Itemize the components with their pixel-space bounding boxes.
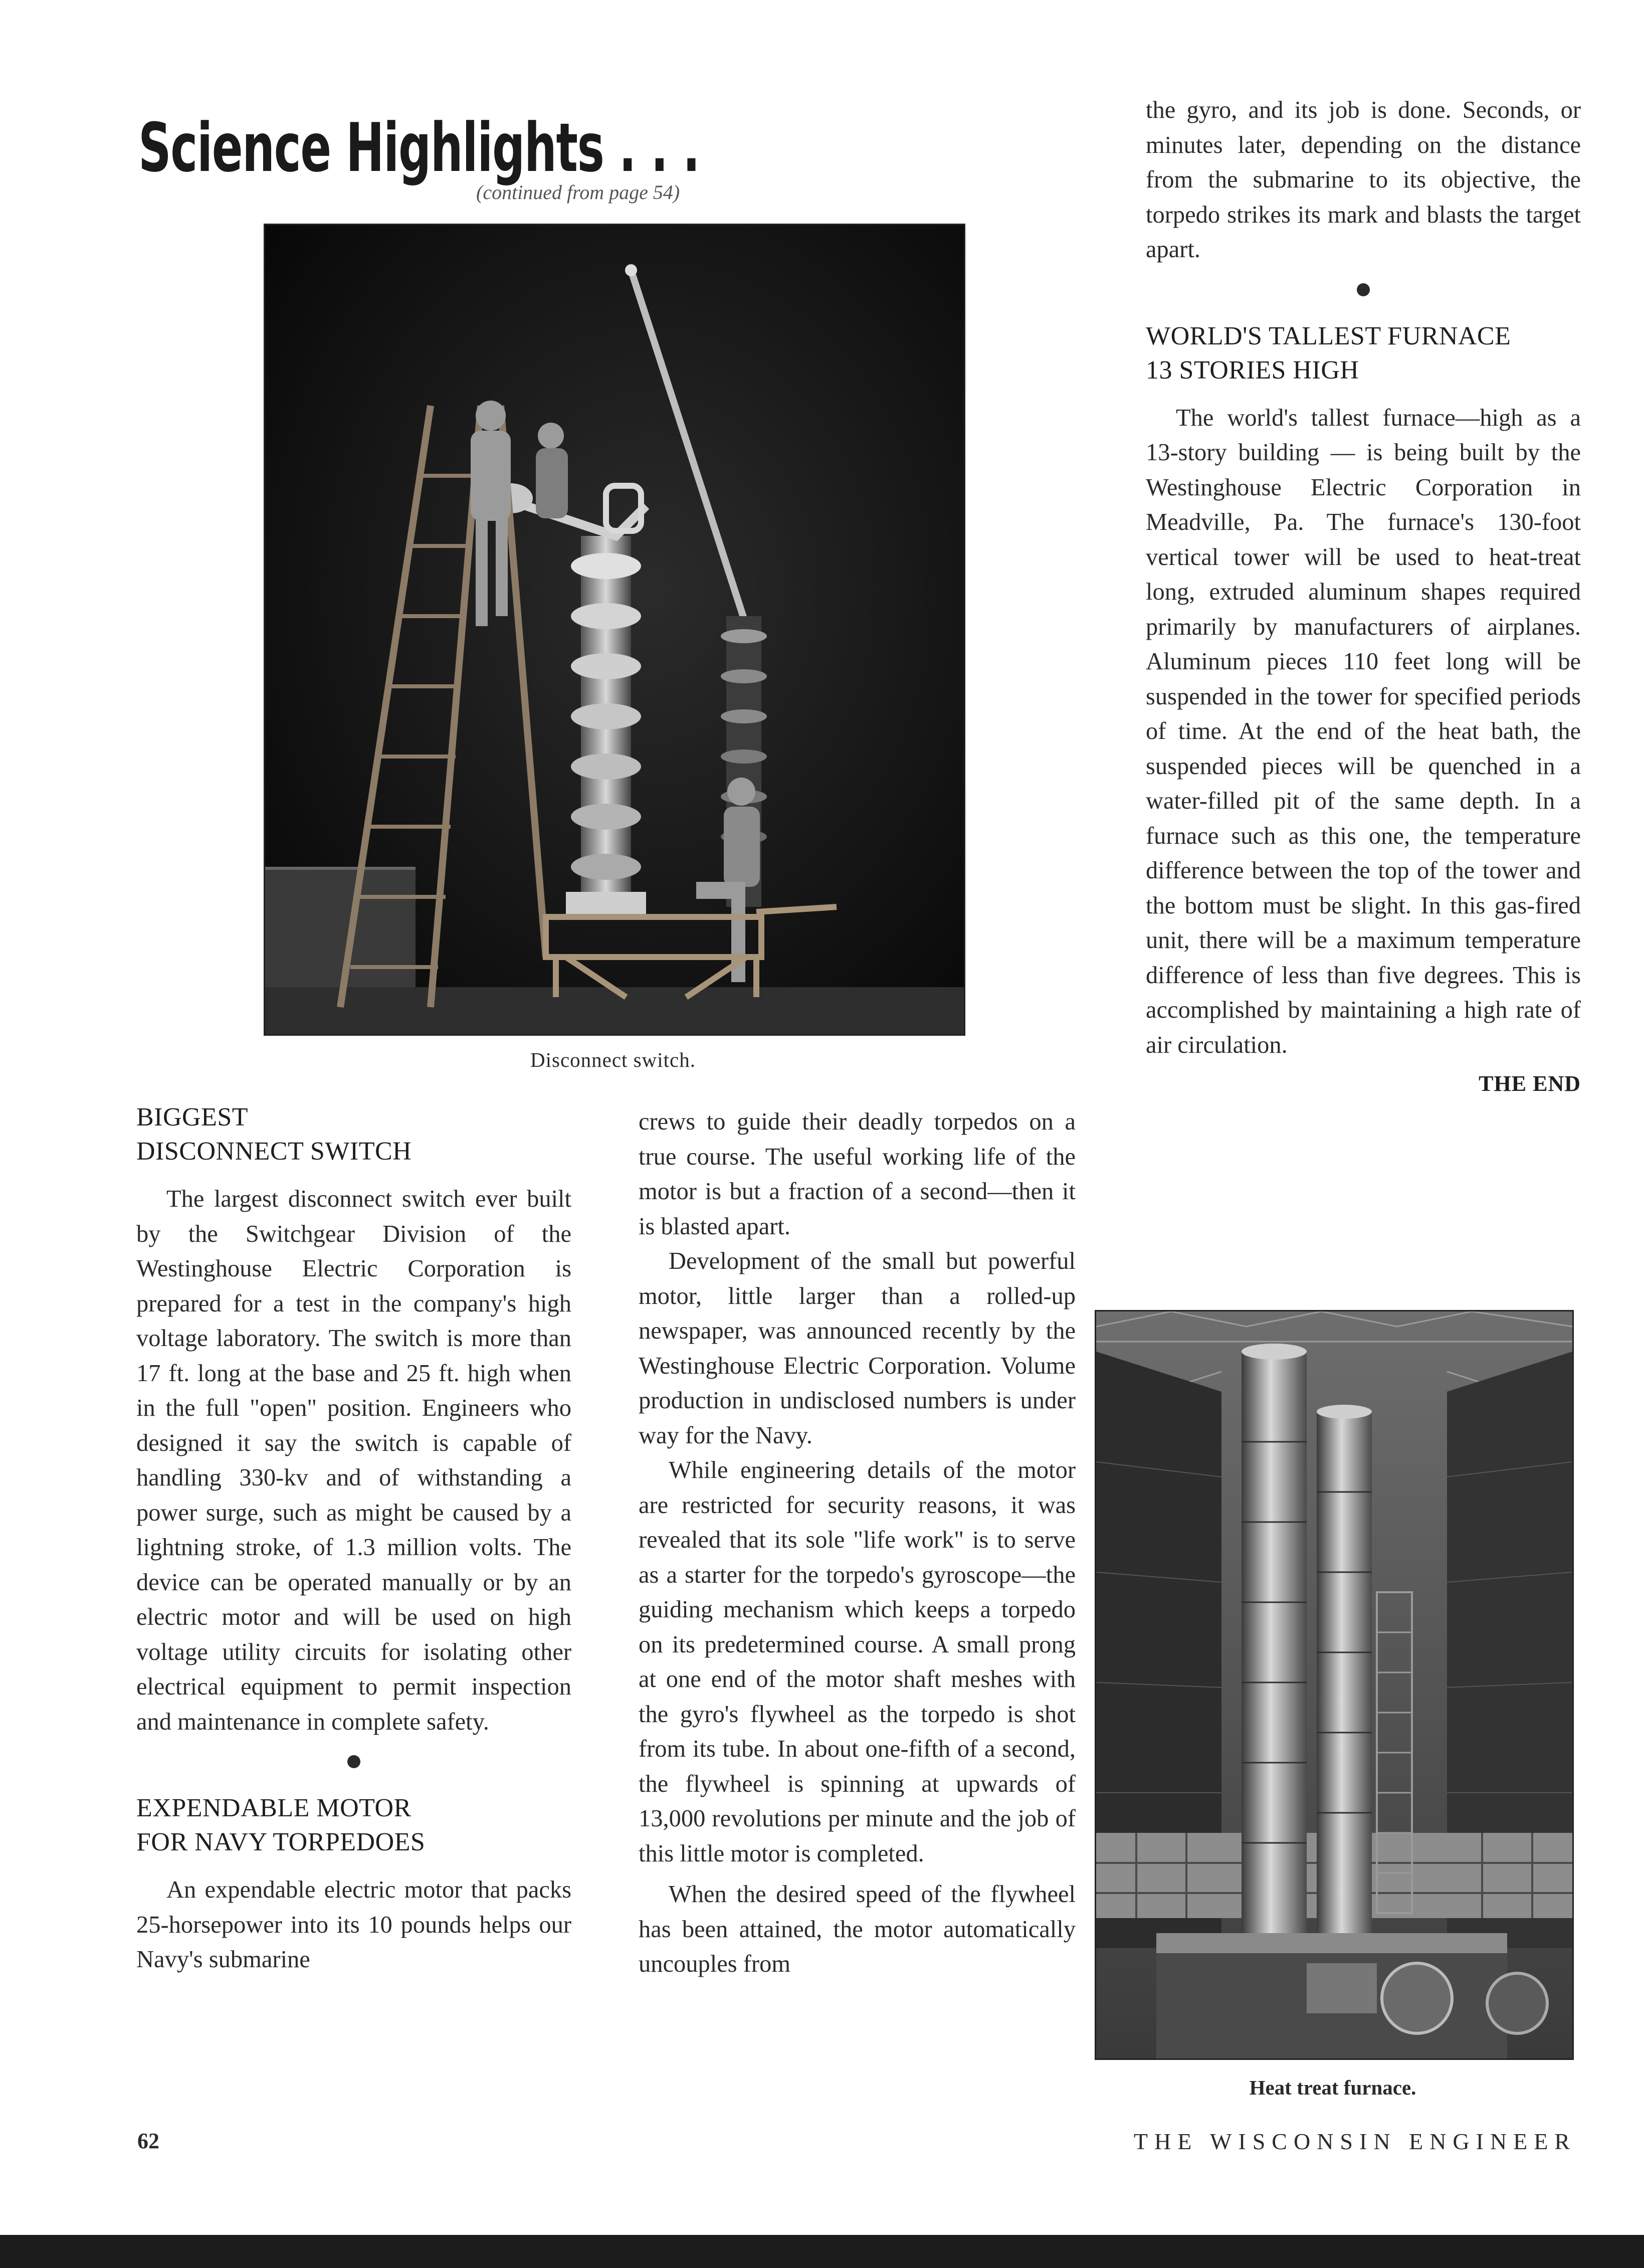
column-2 xyxy=(639,1104,1076,1982)
expendable-motor-heading xyxy=(136,1791,571,1859)
column-3 xyxy=(1146,93,1581,1101)
article-paragraph: Development of the small but powerful motor, little larger than a rolled-up newspaper, was announced recently by the Westinghouse Electric Corporation. Volume production in undisclosed numbers is under way for the Navy. xyxy=(639,1248,1076,1449)
section-bullet xyxy=(1357,283,1370,296)
heading-line: BIGGEST xyxy=(136,1103,249,1131)
page-number: 62 xyxy=(137,2129,159,2153)
article-paragraph: The largest disconnect switch ever built by the Switchgear Division of the Westinghouse Electric Corporation is prepared for a test in the company's high voltage laboratory. The switch is more than 17 ft. long at the base and 25 ft. high when in the full "open" position. Engineers who designed it say the switch is capable of handling 330-kv and of withstanding a power surge, such as might be caused by a lightning stroke, of 1.3 million volts. The device can be operated manually or by an electric motor and will be used on high voltage utility circuits for isolating other electrical equipment to permit inspection and maintenance in complete safety. xyxy=(136,1186,571,1735)
article-paragraph: While engineering details of the motor are restricted for security reasons, it was revealed that its sole "life work" is to serve as a starter for the torpedo's gyroscope—the guiding mechanism which keeps a torpedo on its predetermined course. A small prong at one end of the motor shaft meshes with the gyro's flywheel as the torpedo is shot from its tube. In about one-fifth of a second, the flywheel is spinning at upwards of 13,000 revolutions per minute and the job of this little motor is completed. xyxy=(639,1457,1076,1867)
biggest-switch-heading xyxy=(136,1100,571,1169)
page-title: Science Highlights . . . xyxy=(138,109,700,187)
column-1 xyxy=(136,1100,571,1977)
magazine-name: THE WISCONSIN ENGINEER xyxy=(1133,2129,1576,2154)
article-paragraph: An expendable electric motor that packs 25-horsepower into its 10 pounds helps our Navy's submarine xyxy=(136,1876,571,1973)
continued-note: (continued from page 54) xyxy=(476,181,680,204)
heading-line: EXPENDABLE MOTOR xyxy=(136,1794,412,1822)
disconnect-switch-caption: Disconnect switch. xyxy=(530,1048,696,1071)
heading-line: FOR NAVY TORPEDOES xyxy=(136,1828,426,1856)
furnace-illustration xyxy=(1096,1311,1572,2058)
article-paragraph: The world's tallest furnace—high as a 13-story building — is being built by the Westinghouse Electric Corporation in Meadville, Pa. The furnace's 130-foot vertical tower will be used to heat-treat long, extruded aluminum shapes required primarily by manufacturers of airplanes. Aluminum pieces 110 feet long will be suspended in the tower for specified periods of time. At the end of the heat bath, the suspended pieces will be quenched in a water-filled pit of the same depth. In a furnace such as this one, the temperature difference between the top of the tower and the bottom must be slight. In this gas-fired unit, there will be a maximum temperature difference of less than five degrees. This is accomplished by maintaining a high rate of air circulation. xyxy=(1146,404,1581,1058)
the-end-marker: THE END xyxy=(1479,1071,1581,1096)
disconnect-switch-illustration xyxy=(265,225,964,1034)
heat-treat-furnace-photo xyxy=(1095,1310,1574,2060)
scan-edge-bar xyxy=(0,2235,1644,2268)
section-bullet xyxy=(347,1755,360,1768)
article-paragraph: crews to guide their deadly torpedos on a true course. The useful working life of the motor is but a fraction of a second—then it is blasted apart. xyxy=(639,1108,1076,1240)
heading-line: DISCONNECT SWITCH xyxy=(136,1137,412,1166)
disconnect-switch-photo xyxy=(264,224,965,1036)
article-paragraph: the gyro, and its job is done. Seconds, or minutes later, depending on the distance from the submarine to its objective, the torpedo strikes its mark and blasts the target apart. xyxy=(1146,97,1581,263)
heading-line: WORLD'S TALLEST FURNACE xyxy=(1146,321,1511,350)
tallest-furnace-heading xyxy=(1146,319,1581,388)
furnace-caption: Heat treat furnace. xyxy=(1249,2076,1416,2099)
article-paragraph: When the desired speed of the flywheel has been attained, the motor automatically uncouples from xyxy=(639,1881,1076,1977)
heading-line: 13 STORIES HIGH xyxy=(1146,355,1359,385)
